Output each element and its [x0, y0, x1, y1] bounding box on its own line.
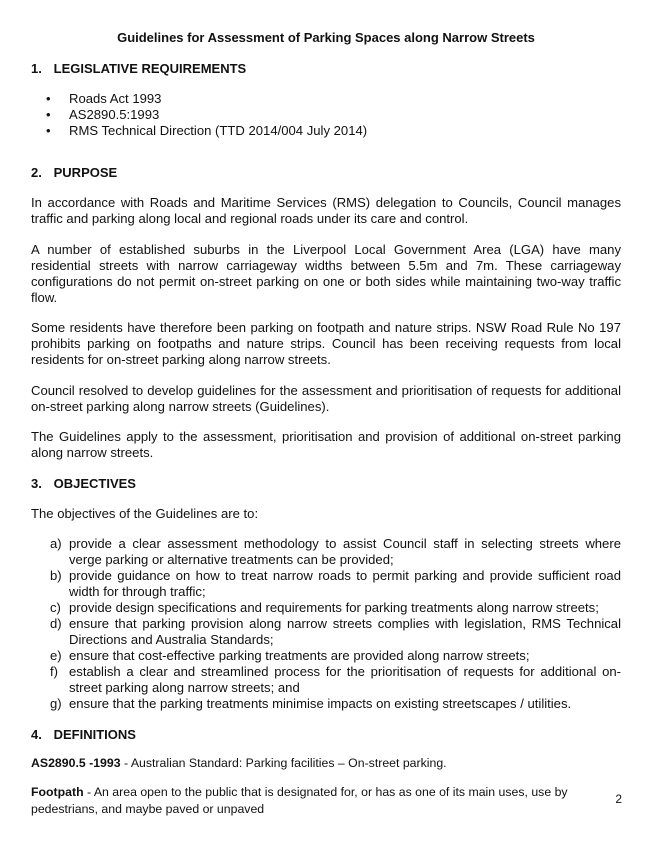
- section-2-number: 2.: [31, 165, 42, 180]
- section-1-heading: [31, 61, 621, 77]
- section-4-title: DEFINITIONS: [53, 727, 136, 742]
- list-item: f) establish a clear and streamlined process for the prioritisation of requests for additional on-street parking along narrow streets; and: [50, 664, 621, 695]
- definition-item: Footpath - An area open to the public that is designated for, or has as one of its main uses, use by pedestrians, and maybe paved or unpaved: [31, 785, 568, 816]
- purpose-paragraph: The Guidelines apply to the assessment, prioritisation and provision of additional on-street parking along narrow streets.: [31, 429, 621, 460]
- document-page: [31, 30, 621, 818]
- list-item: g) ensure that the parking treatments minimise impacts on existing streetscapes / utilities.: [50, 696, 572, 711]
- section-2-heading: [31, 165, 621, 181]
- bullet-icon: •: [46, 107, 51, 122]
- section-3-number: 3.: [31, 476, 42, 491]
- section-2-title: PURPOSE: [53, 165, 118, 180]
- objectives-list: [31, 536, 621, 712]
- definition-term: AS2890.5 -1993: [31, 756, 121, 770]
- objectives-intro: The objectives of the Guidelines are to:: [31, 506, 259, 521]
- section-4-number: 4.: [31, 727, 42, 742]
- section-1-number: 1.: [31, 61, 42, 76]
- bullet-icon: •: [46, 91, 51, 106]
- definition-item: AS2890.5 -1993 - Australian Standard: Parking facilities – On-street parking.: [31, 756, 447, 770]
- purpose-paragraph: Council resolved to develop guidelines for the assessment and prioritisation of requests for additional on-street parking along narrow streets (Guidelines).: [31, 383, 621, 414]
- section-4-heading: [31, 727, 621, 743]
- list-item: d) ensure that parking provision along narrow streets complies with legislation, RMS Technical Directions and Australia Standards;: [50, 616, 621, 647]
- list-item: c) provide design specifications and requirements for parking treatments along narrow streets;: [50, 600, 599, 615]
- list-item: b) provide guidance on how to treat narrow roads to permit parking and provide sufficient road width for through traffic;: [50, 568, 621, 599]
- list-item: a) provide a clear assessment methodology to assist Council staff in selecting streets where verge parking or alternative treatments can be provided;: [50, 536, 621, 567]
- bullet-icon: •: [46, 123, 51, 138]
- definition-text: An area open to the public that is designated for, or has as one of its main uses, use by pedestrians, and maybe paved or unpaved: [31, 785, 568, 816]
- legislation-list: [31, 91, 621, 139]
- list-item: • Roads Act 1993: [46, 91, 162, 106]
- list-item: • RMS Technical Direction (TTD 2014/004 July 2014): [46, 123, 368, 138]
- section-3-heading: [31, 476, 621, 492]
- purpose-paragraph: In accordance with Roads and Maritime Services (RMS) delegation to Councils, Council manages traffic and parking along local and regional roads under its care and control.: [31, 195, 621, 226]
- section-3-title: OBJECTIVES: [53, 476, 136, 491]
- definition-term: Footpath: [31, 785, 84, 799]
- purpose-paragraph: Some residents have therefore been parking on footpath and nature strips. NSW Road Rule No 197 prohibits parking on footpaths and nature strips. Council has been receiving requests from local residents for on-street parking along narrow streets.: [31, 320, 621, 367]
- page-title: Guidelines for Assessment of Parking Spaces along Narrow Streets: [117, 30, 535, 45]
- page-number: 2: [615, 792, 622, 806]
- definition-text: Australian Standard: Parking facilities – On-street parking.: [130, 756, 447, 770]
- list-item: e) ensure that cost-effective parking treatments are provided along narrow streets;: [50, 648, 530, 663]
- list-item: • AS2890.5:1993: [46, 107, 160, 122]
- purpose-paragraph: A number of established suburbs in the Liverpool Local Government Area (LGA) have many residential streets with narrow carriageway widths between 5.5m and 7m. These carriageway configurations do not permit on-street parking on one or both sides while maintaining two-way traffic flow.: [31, 242, 621, 305]
- section-1-title: LEGISLATIVE REQUIREMENTS: [53, 61, 247, 76]
